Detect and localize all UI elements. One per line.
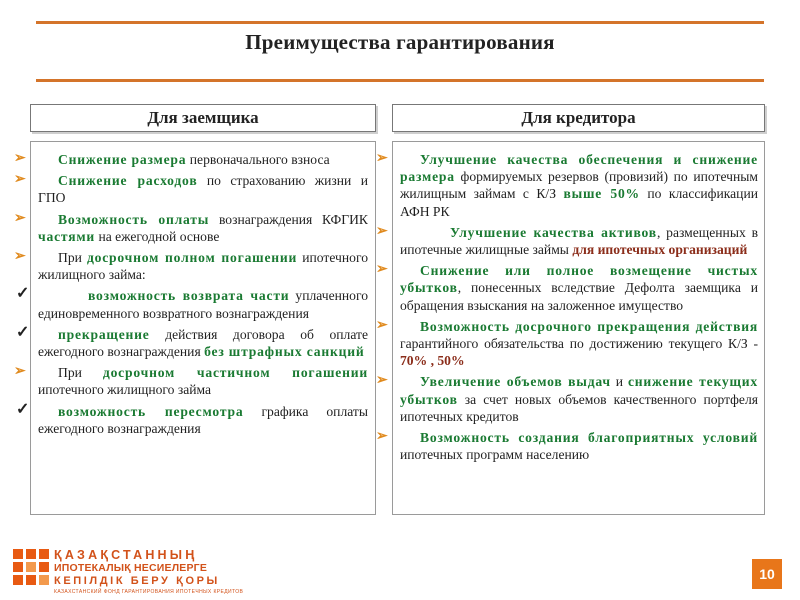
lender-header: Для кредитора	[392, 104, 765, 132]
brand-line-4: КАЗАХСТАНСКИЙ ФОНД ГАРАНТИРОВАНИЯ ИПОТЕЧНЫХ КРЕДИТОВ	[54, 589, 244, 595]
list-item: ➢ Снижение или полное возмещение чистых убытков, понесенных вследствие Дефолта заемщика и обращения взыскания на заложенное имущество	[376, 262, 758, 313]
arrow-bullet-icon: ➢	[376, 223, 388, 239]
brand-line-3: КЕПІЛДІК БЕРУ ҚОРЫ	[54, 575, 220, 587]
arrow-bullet-icon: ➢	[14, 210, 26, 226]
list-item: ➢ Возможность оплаты вознаграждения КФГИК частями на ежегодной основе	[14, 210, 368, 244]
arrow-bullet-icon: ➢	[376, 373, 388, 389]
fund-brand-text	[54, 548, 243, 596]
arrow-bullet-icon: ➢	[376, 429, 388, 445]
arrow-bullet-icon: ➢	[376, 317, 388, 333]
borrower-header: Для заемщика	[30, 104, 376, 132]
list-item: ➢ Возможность создания благоприятных условий ипотечных программ населению	[376, 429, 758, 463]
list-item: ➢ Снижение размера первоначального взноса	[14, 151, 330, 167]
arrow-bullet-icon: ➢	[14, 249, 26, 265]
list-item: ✓ прекращение действия договора об оплате ежегодного вознаграждения без штрафных санкций	[16, 323, 368, 360]
list-item: ➢ Увеличение объемов выдач и снижение текущих убытков за счет новых объемов качественного портфеля ипотечных кредитов	[376, 373, 758, 424]
arrow-bullet-icon: ➢	[376, 262, 388, 278]
checkmark-icon: ✓	[16, 285, 30, 303]
list-item: ➢ Улучшение качества активов, размещенных в ипотечные жилищные займы для ипотечных организаций	[376, 223, 758, 258]
brand-line-1: ҚАЗАҚСТАННЫҢ	[54, 548, 198, 562]
brand-line-2: ИПОТЕКАЛЫҚ НЕСИЕЛЕРГЕ	[54, 562, 208, 574]
list-item: ➢ Возможность досрочного прекращения действия гарантийного обязательства по достижению текущего К/З - 70% , 50%	[376, 317, 758, 369]
top-divider	[36, 21, 764, 24]
page-number-badge: 10	[752, 559, 782, 589]
arrow-bullet-icon: ➢	[14, 172, 26, 188]
list-item: ✓ возможность возврата части уплаченного единовременного возвратного вознаграждения	[16, 285, 368, 321]
arrow-bullet-icon: ➢	[14, 364, 26, 380]
checkmark-icon: ✓	[16, 323, 30, 341]
borrower-benefits-list	[14, 151, 368, 441]
fund-logo-icon	[13, 549, 49, 587]
arrow-bullet-icon: ➢	[376, 151, 388, 166]
lender-benefits-list	[376, 151, 758, 467]
list-item: ➢ При досрочном частичном погашении ипотечного жилищного займа	[14, 364, 368, 398]
checkmark-icon: ✓	[16, 400, 30, 418]
page-title: Преимущества гарантирования	[245, 30, 555, 54]
list-item: ✓ возможность пересмотра графика оплаты ежегодного вознаграждения	[16, 400, 368, 436]
list-item: ➢ Снижение расходов по страхованию жизни и ГПО	[14, 172, 368, 206]
list-item: ➢ Улучшение качества обеспечения и снижение размера формируемых резервов (провизий) по ипотечным жилищным займам с К/З выше 50% по классификации АФН РК	[376, 151, 758, 219]
list-item: ➢ При досрочном полном погашении ипотечного жилищного займа:	[14, 249, 368, 283]
arrow-bullet-icon: ➢	[14, 151, 26, 166]
title-divider	[36, 79, 764, 82]
